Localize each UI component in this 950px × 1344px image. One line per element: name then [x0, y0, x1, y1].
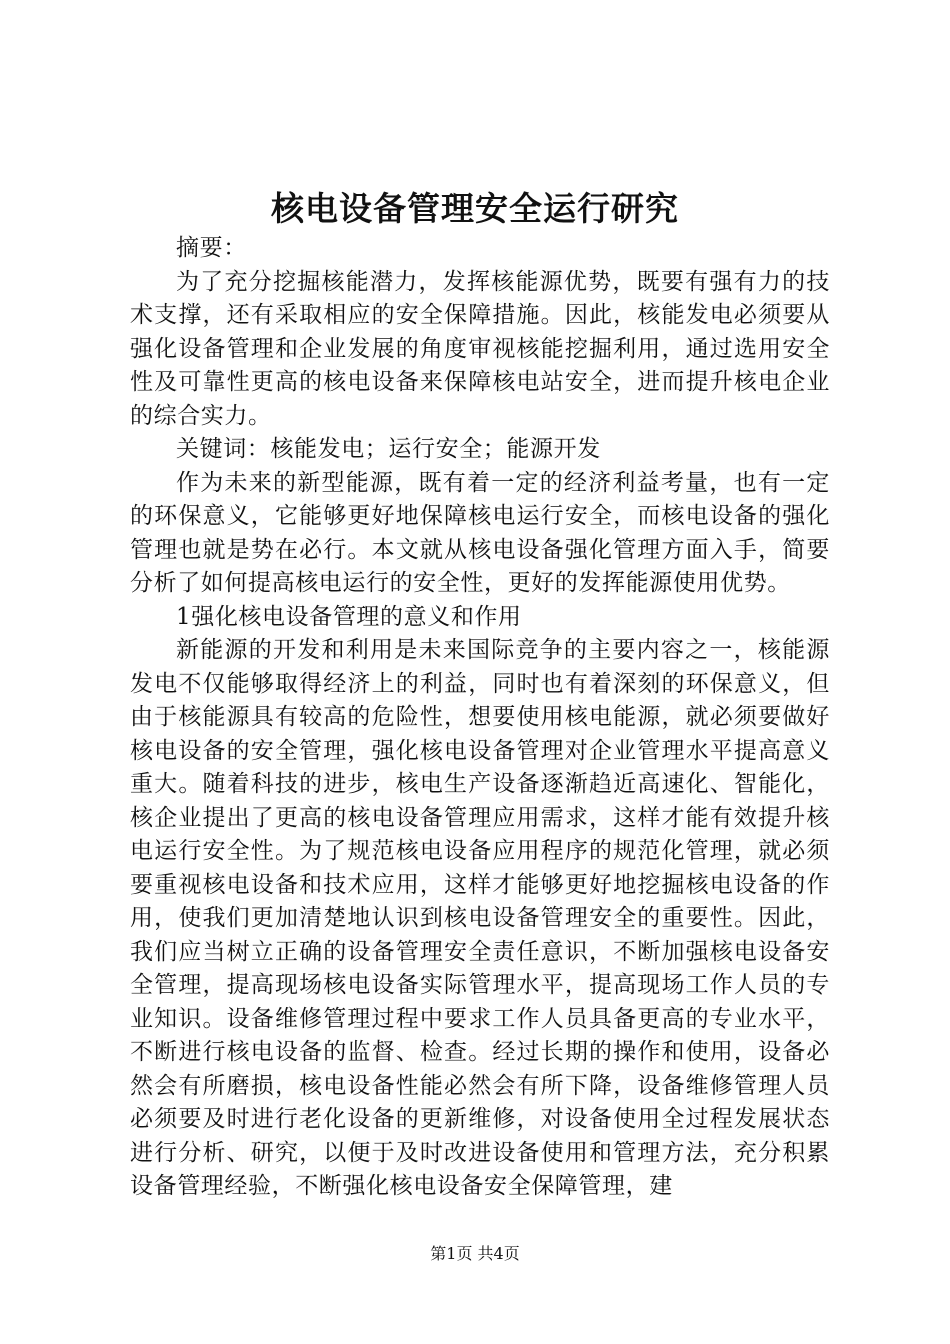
- document-body: [130, 232, 830, 1204]
- page-footer: 第1页 共4页: [430, 1244, 520, 1263]
- document-title: 核电设备管理安全运行研究: [271, 189, 679, 228]
- section-paragraph: 新能源的开发和利用是未来国际竞争的主要内容之一，核能源发电不仅能够取得经济上的利益，同时也有着深刻的环保意义，但由于核能源具有较高的危险性，想要使用核电能源，就必须要做好核电设备的安全管理，强化核电设备管理对企业管理水平提高意义重大。随着科技的进步，核电生产设备逐渐趋近高速化、智能化，核企业提出了更高的核电设备管理应用需求，这样才能有效提升核电运行安全性。为了规范核电设备应用程序的规范化管理，就必须要重视核电设备和技术应用，这样才能够更好地挖掘核电设备的作用，使我们更加清楚地认识到核电设备管理安全的重要性。因此，我们应当树立正确的设备管理安全责任意识，不断加强核电设备安全管理，提高现场核电设备实际管理水平，提高现场工作人员的专业知识。设备维修管理过程中要求工作人员具备更高的专业水平，不断进行核电设备的监督、检查。经过长期的操作和使用，设备必然会有所磨损，核电设备性能必然会有所下降，设备维修管理人员必须要及时进行老化设备的更新维修，对设备使用全过程发展状态进行分析、研究，以便于及时改进设备使用和管理方法，充分积累设备管理经验，不断强化核电设备安全保障管理，建: [130, 637, 830, 1199]
- section-heading: 1强化核电设备管理的意义和作用: [176, 603, 522, 630]
- abstract-text: 为了充分挖掘核能潜力，发挥核能源优势，既要有强有力的技术支撑，还有采取相应的安全保障措施。因此，核能发电必须要从强化设备管理和企业发展的角度审视核能挖掘利用，通过选用安全性及可靠性更高的核电设备来保障核电站安全，进而提升核电企业的综合实力。: [130, 268, 830, 429]
- keywords-line: 关键词：核能发电；运行安全；能源开发: [176, 436, 601, 462]
- intro-paragraph: 作为未来的新型能源，既有着一定的经济利益考量，也有一定的环保意义，它能够更好地保障核电运行安全，而核电设备的强化管理也就是势在必行。本文就从核电设备强化管理方面入手，简要分析了如何提高核电运行的安全性，更好的发挥能源使用优势。: [130, 469, 830, 596]
- abstract-label: 摘要：: [176, 235, 247, 261]
